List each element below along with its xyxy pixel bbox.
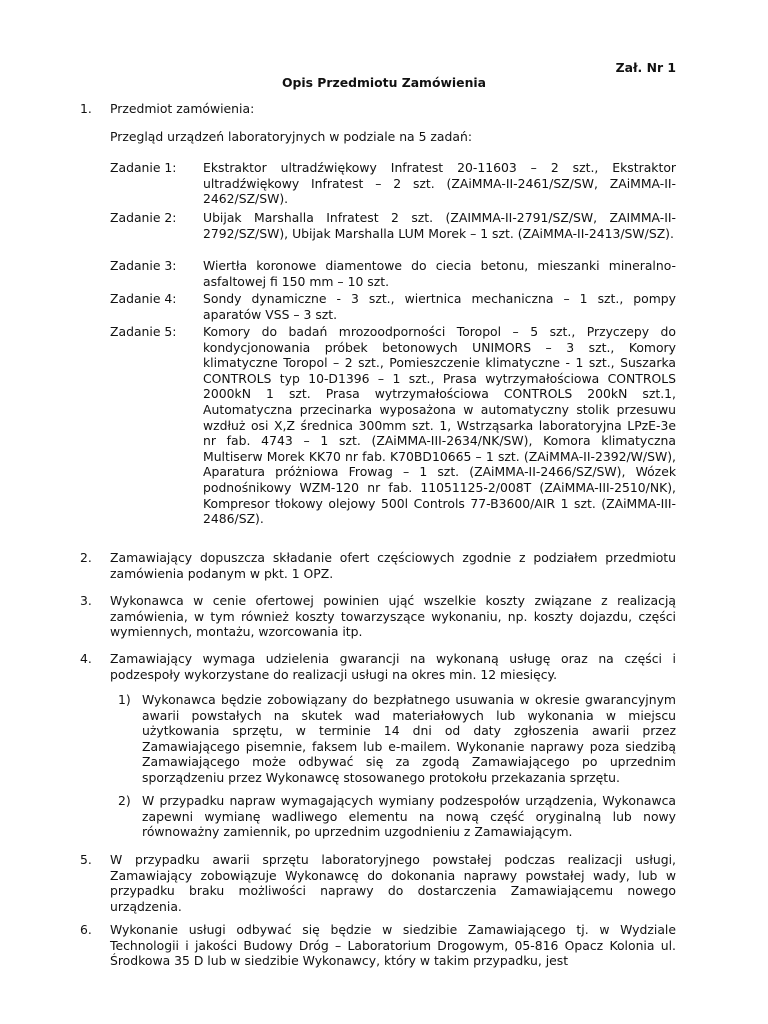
intro-paragraph — [80, 129, 676, 145]
item-text: Wykonanie usługi odbywać się będzie w siedzibie Zamawiającego tj. w Wydziale Technologii i jakości Budowy Dróg – Laboratorium Drogowym, 05-816 Opacz Kolonia ul. Środkowa 35 D lub w siedzibie Wykonawcy, który w takim przypadku, jest — [110, 922, 676, 969]
list-item-5 — [80, 852, 676, 914]
item-number: 5. — [80, 852, 92, 867]
task-label: Zadanie 5: — [110, 324, 177, 339]
item-text: Zamawiający wymaga udzielenia gwarancji na wykonaną usługę oraz na części i podzespoły wykorzystane do realizacji usługi na okres min. 12 miesięcy. — [110, 651, 676, 682]
task-label: Zadanie 2: — [110, 210, 177, 225]
task-text: Komory do badań mrozoodporności Toropol – 5 szt., Przyczepy do kondycjonowania próbek betonowych UNIMORS – 3 szt., Komory klimatyczne Toropol – 2 szt., Pomieszczenie klimatyczne - 1 szt., Suszarka CONTROLS typ 10-D1396 – 1 szt., Prasa wytrzymałościowa CONTROLS 2000kN 1 szt. Prasa wytrzymałościowa CONTROLS 200kN szt.1, Automatyczna przecinarka wyposażona w automatyczny stolik przesuwu wzdłuż osi X,Z średnica 300mm szt. 1, Wstrząsarka laboratoryjna LPzE-3e nr fab. 4743 – 1 szt. (ZAiMMA-III-2634/NK/SW), Komora klimatyczna Multiserw Morek KK70 nr fab. K70BD10665 – 1 szt. (ZAiMMA-II-2392/W/SW), Aparatura próżniowa Frowag – 1 szt. (ZAiMMA-II-2466/SZ/SW), Wózek podnośnikowy WZM-120 nr fab. 11051125-2/008T (ZAiMMA-III-2510/NK), Kompresor tłokowy olejowy 500l Controls 77-B3600/AIR 1 szt. (ZAiMMA-III-2486/SZ). — [203, 324, 676, 527]
task-1 — [110, 160, 676, 207]
task-3 — [110, 258, 676, 289]
item-text: Przedmiot zamówienia: — [110, 101, 255, 116]
task-text: Ubijak Marshalla Infratest 2 szt. (ZAIMMA-II-2791/SZ/SW, ZAIMMA-II-2792/SZ/SW), Ubijak Marshalla LUM Morek – 1 szt. (ZAiMMA-II-2413/SW/SZ). — [203, 210, 676, 241]
item-text: W przypadku awarii sprzętu laboratoryjnego powstałej podczas realizacji usługi, Zamawiający zobowiązuje Wykonawcę do dokonania naprawy powstałej wady, lub w przypadku braku możliwości naprawy do dostarczenia Zamawiającemu nowego urządzenia. — [110, 852, 676, 914]
task-5 — [110, 324, 676, 527]
sub-item-2 — [118, 793, 676, 840]
task-text: Sondy dynamiczne - 3 szt., wiertnica mechaniczna – 1 szt., pompy aparatów VSS – 3 szt. — [203, 291, 676, 322]
document-title: Opis Przedmiotu Zamówienia — [281, 75, 487, 90]
sub-item-text: Wykonawca będzie zobowiązany do bezpłatnego usuwania w okresie gwarancyjnym awarii powstałych na skutek wad materiałowych lub wykonania w miejscu użytkowania sprzętu, w terminie 14 dni od daty zgłoszenia awarii przez Zamawiającego pisemnie, faksem lub e-mailem. Wykonanie naprawy poza siedzibą Zamawiającego może odbywać się za zgodą Zamawiającego po uprzednim sporządzeniu przez Wykonawcę stosowanego protokołu przekazania sprzętu. — [142, 692, 676, 785]
list-item-3 — [80, 593, 676, 640]
item-text: Zamawiający dopuszcza składanie ofert częściowych zgodnie z podziałem przedmiotu zamówienia podanym w pkt. 1 OPZ. — [110, 550, 676, 581]
item-number: 6. — [80, 922, 92, 937]
task-label: Zadanie 3: — [110, 258, 177, 273]
sub-item-text: W przypadku napraw wymagających wymiany podzespołów urządzenia, Wykonawca zapewni wymianę wadliwego elementu na nową część oryginalną lub nowy równoważny zamiennik, po uprzednim uzgodnieniu z Zamawiającym. — [142, 793, 676, 840]
task-text: Ekstraktor ultradźwiękowy Infratest 20-11603 – 2 szt., Ekstraktor ultradźwiękowy Infratest – 2 szt. (ZAiMMA-II-2461/SZ/SW, ZAiMMA-II-2462/SZ/SW). — [203, 160, 676, 207]
intro-text: Przegląd urządzeń laboratoryjnych w podziale na 5 zadań: — [110, 129, 472, 144]
sub-item-1 — [118, 692, 676, 786]
sub-item-number: 1) — [118, 692, 131, 707]
task-label: Zadanie 1: — [110, 160, 177, 175]
list-item-6 — [80, 922, 676, 969]
task-label: Zadanie 4: — [110, 291, 177, 306]
attachment-number: Zał. Nr 1 — [615, 60, 676, 75]
sub-item-number: 2) — [118, 793, 131, 808]
task-4 — [110, 291, 676, 322]
list-item-4 — [80, 651, 676, 682]
list-item-2 — [80, 550, 676, 581]
task-text: Wiertła koronowe diamentowe do ciecia betonu, mieszanki mineralno-asfaltowej fi 150 mm – 10 szt. — [203, 258, 676, 289]
item-number: 4. — [80, 651, 92, 666]
task-2 — [110, 210, 676, 241]
item-text: Wykonawca w cenie ofertowej powinien ująć wszelkie koszty związane z realizacją zamówienia, w tym również koszty towarzyszące wykonaniu, np. koszty dojazdu, części wymiennych, montażu, wzorcowania itp. — [110, 593, 676, 640]
item-number: 1. — [80, 101, 92, 116]
list-item-1 — [80, 101, 676, 117]
item-number: 2. — [80, 550, 92, 565]
item-number: 3. — [80, 593, 92, 608]
